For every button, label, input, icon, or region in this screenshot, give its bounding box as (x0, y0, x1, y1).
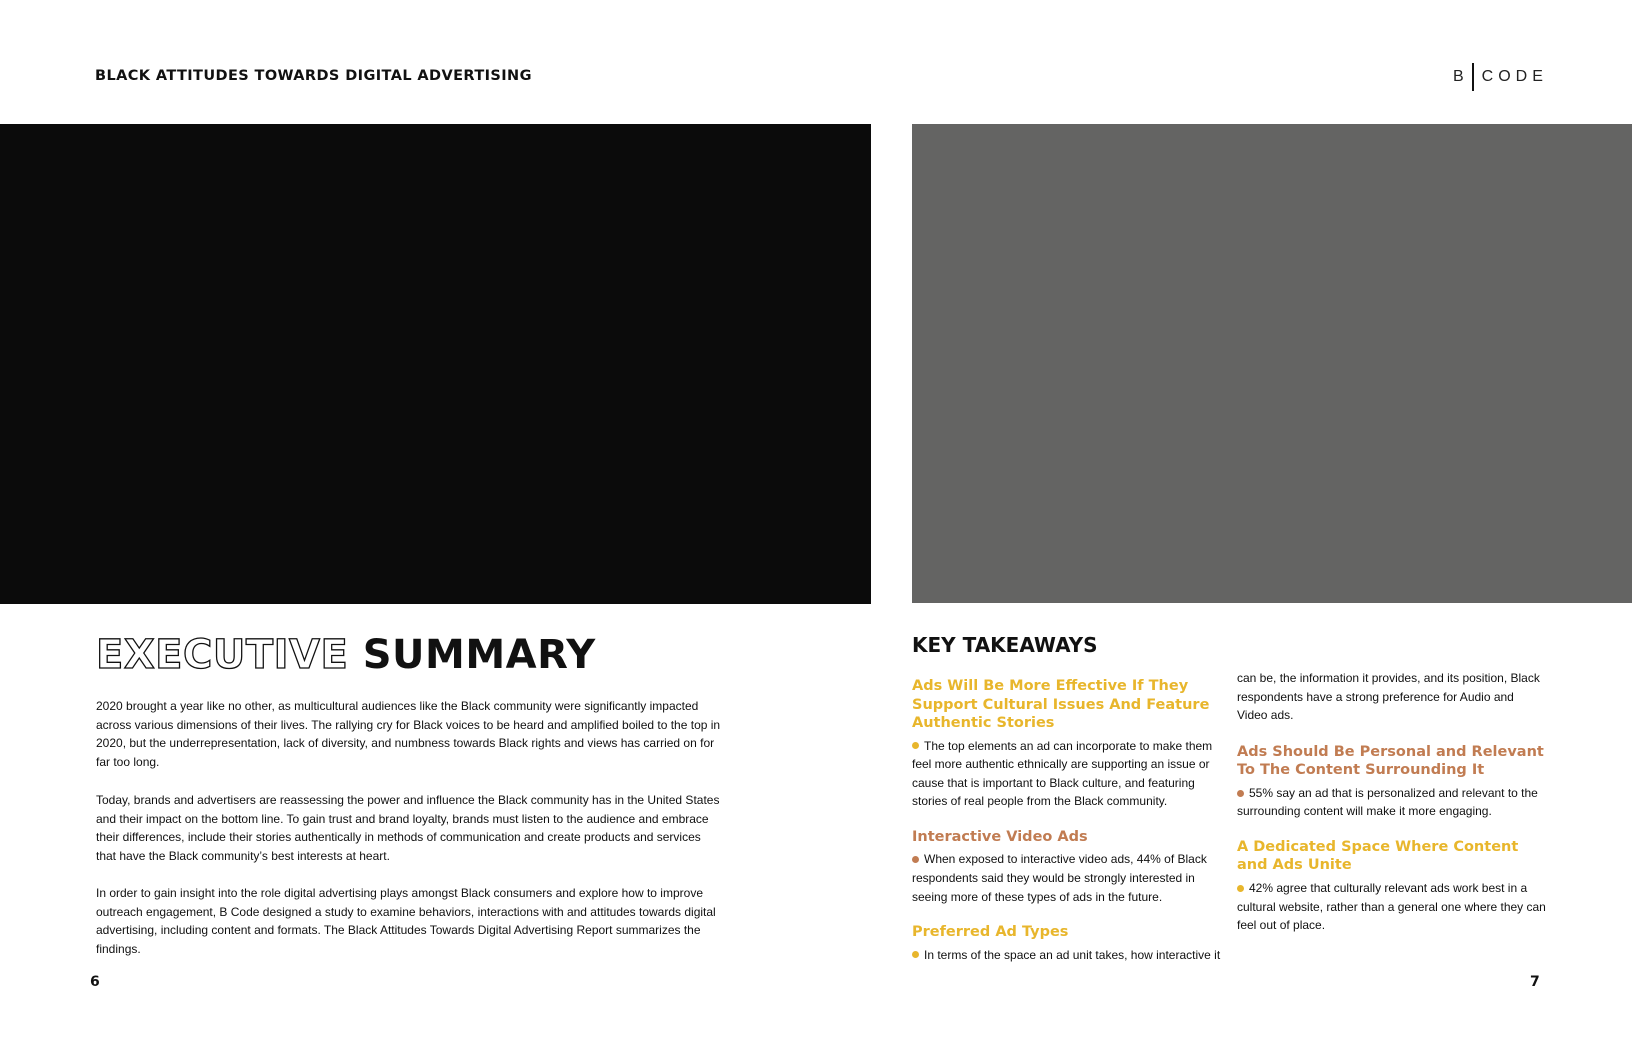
logo-letter-b: B (1453, 68, 1469, 85)
right-hero-image (912, 124, 1632, 603)
bullet-dot-icon (1237, 790, 1244, 797)
takeaway-text-preferred-ad-types (912, 946, 1222, 965)
left-hero-image (0, 124, 871, 604)
takeaway-body: 55% say an ad that is personalized and relevant to the surrounding content will make it more engaging. (1237, 785, 1538, 819)
bullet-dot-icon (912, 742, 919, 749)
bullet-dot-icon (1237, 885, 1244, 892)
takeaway-body: 42% agree that culturally relevant ads work best in a cultural website, rather than a general one where they can feel out of place. (1237, 880, 1546, 933)
takeaway-text-cultural-issues (912, 737, 1222, 811)
summary-paragraph-2: Today, brands and advertisers are reassessing the power and influence the Black community has in the United States and their impact on the bottom line. To gain trust and brand loyalty, brands must listen to the audience and embrace their differences, include their stories authentically in methods of communication and create products and services that have the Black community’s best interests at heart. (96, 793, 720, 863)
bullet-dot-icon (912, 951, 919, 958)
takeaways-column-2 (1237, 669, 1547, 935)
summary-paragraph-3: In order to gain insight into the role digital advertising plays amongst Black consumers and explore how to improve outreach engagement, B Code designed a study to examine behaviors, interactions with and attitudes towards digital advertising, including content and formats. The Black Attitudes Towards Digital Advertising Report summarizes the findings. (96, 886, 716, 956)
takeaway-heading-personal-relevant: Ads Should Be Personal and Relevant To The Content Surrounding It (1237, 743, 1544, 779)
bcode-logo (1453, 62, 1548, 92)
key-takeaways-title: KEY TAKEAWAYS (912, 633, 1098, 657)
takeaway-text-personal-relevant (1237, 784, 1547, 821)
takeaway-heading-cultural-issues: Ads Will Be More Effective If They Support Cultural Issues And Feature Authentic Stories (912, 678, 1210, 731)
takeaways-column-1 (912, 677, 1222, 964)
page-number-right: 7 (1530, 974, 1540, 990)
executive-summary-title (96, 632, 596, 678)
takeaway-heading-interactive-video: Interactive Video Ads (912, 828, 1088, 845)
takeaway-body: The top elements an ad can incorporate to make them feel more authentic ethnically are supporting an issue or cause that is important to Black culture, and featuring stories of real people from the Black community. (912, 738, 1213, 809)
title-outline-word: EXECUTIVE (96, 632, 349, 678)
summary-paragraph-1: 2020 brought a year like no other, as multicultural audiences like the Black community were significantly impacted across various dimensions of their lives. The rallying cry for Black voices to be heard and amplified boiled to the top in 2020, but the underrepresentation, lack of diversity, and numbness towards Black rights and views has carried on for far too long. (96, 699, 721, 769)
logo-divider (1472, 63, 1474, 91)
takeaway-text-dedicated-space (1237, 879, 1547, 935)
takeaway-text-continuation: can be, the information it provides, and its position, Black respondents have a strong preference for Audio and Video ads. (1237, 671, 1540, 723)
document-header-title: BLACK ATTITUDES TOWARDS DIGITAL ADVERTISING (95, 68, 532, 84)
takeaway-heading-dedicated-space: A Dedicated Space Where Content and Ads Unite (1237, 838, 1519, 874)
page-number-left: 6 (90, 974, 100, 990)
title-solid-word: SUMMARY (362, 632, 596, 678)
bullet-dot-icon (912, 856, 919, 863)
takeaway-heading-preferred-ad-types: Preferred Ad Types (912, 924, 1069, 941)
takeaway-text-interactive-video (912, 850, 1222, 906)
takeaway-body: In terms of the space an ad unit takes, how interactive it (924, 947, 1221, 962)
takeaway-body: When exposed to interactive video ads, 44% of Black respondents said they would be strongly interested in seeing more of these types of ads in the future. (912, 852, 1207, 904)
logo-word-code: CODE (1481, 68, 1548, 85)
